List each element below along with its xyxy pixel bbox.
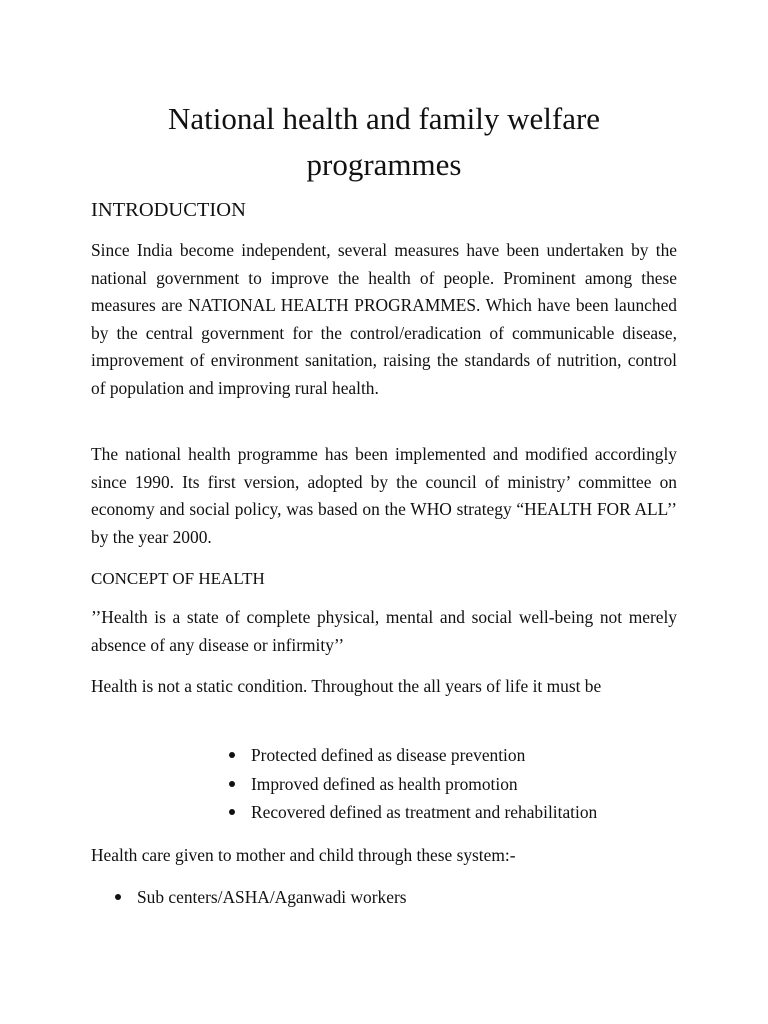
bullet-icon (115, 894, 121, 900)
health-care-intro: Health care given to mother and child through these system:- (91, 845, 516, 865)
health-aspects-list (229, 741, 597, 827)
introduction-heading: INTRODUCTION (91, 199, 246, 221)
bullet-icon (229, 781, 235, 787)
concept-of-health-heading: CONCEPT OF HEALTH (91, 569, 265, 588)
list-item-text: Sub centers/ASHA/Aganwadi workers (137, 887, 407, 907)
introduction-paragraph-1: Since India become independent, several measures have been undertaken by the national government to improve the health of people. Prominent among these measures are NATIONAL HEALTH PROGRAMMES. Which have been launched by the central government for the control/eradication of communicable disease, improvement of environment sanitation, raising the standards of nutrition, control of population and improving rural health. (91, 240, 677, 398)
list-item-text: Protected defined as disease prevention (251, 745, 526, 765)
list-item (229, 770, 597, 799)
bullet-icon (229, 752, 235, 758)
introduction-paragraph-2: The national health programme has been implemented and modified accordingly since 1990. Its first version, adopted by the council of ministry’ committee on economy and social policy, was based on the WHO strategy “HEALTH FOR ALL’’ by the year 2000. (91, 444, 677, 547)
bullet-icon (229, 809, 235, 815)
health-care-system-list (115, 883, 407, 912)
list-item (229, 798, 597, 827)
list-item (115, 883, 407, 912)
list-item (229, 741, 597, 770)
list-item-text: Improved defined as health promotion (251, 773, 518, 794)
health-definition-quote: ’’Health is a state of complete physical, mental and social well-being not merely absence of any disease or infirmity’’ (91, 607, 677, 655)
list-item-text: Recovered defined as treatment and rehabilitation (251, 802, 598, 822)
document-title: National health and family welfare programmes (167, 101, 601, 182)
health-condition-paragraph: Health is not a static condition. Throughout the all years of life it must be (91, 676, 602, 696)
